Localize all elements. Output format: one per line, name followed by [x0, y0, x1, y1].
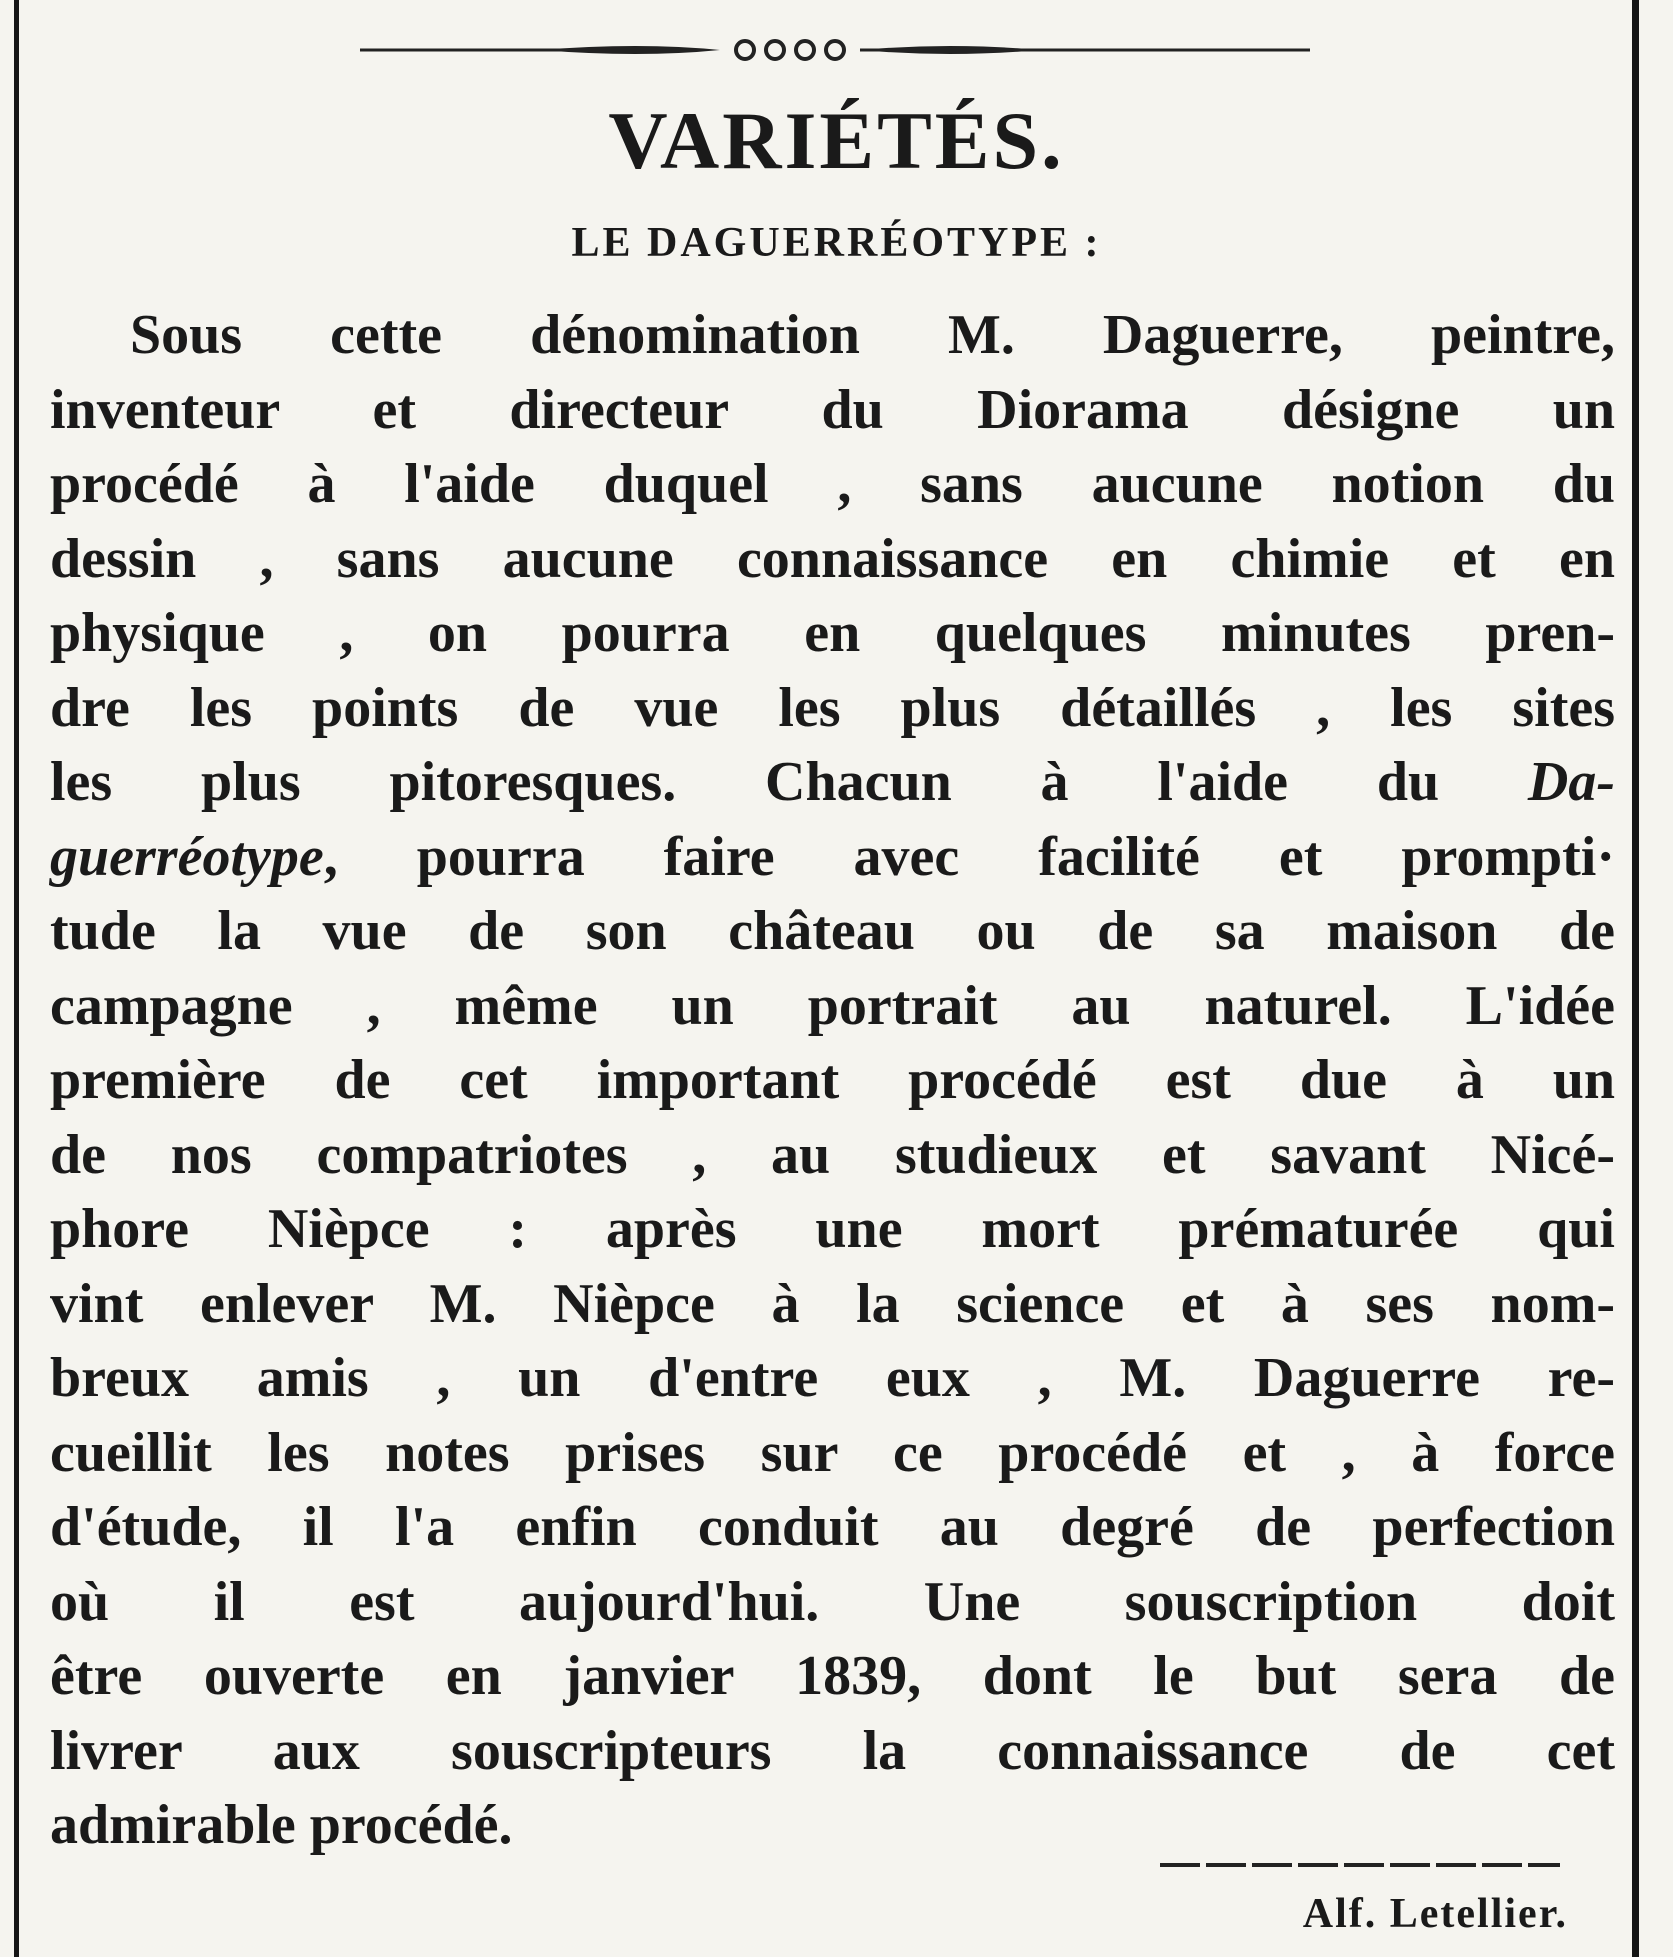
article-line: phore Nièpce : après une mort prématurée qui — [50, 1198, 1615, 1260]
article-line: d'étude, il l'a enfin conduit au degré de perfection — [50, 1496, 1615, 1558]
article-line: physique , on pourra en quelques minutes pren- — [50, 602, 1615, 664]
article-line: de nos compatriotes , au studieux et savant Nicé- — [50, 1123, 1615, 1186]
article-line: Sous cette dénomination M. Daguerre, peintre, — [130, 304, 1615, 366]
article-line: où il est aujourd'hui. Une souscription doit — [50, 1570, 1615, 1633]
article-body — [50, 298, 1615, 1863]
article-line: dessin , sans aucune connaissance en chimie et en — [50, 527, 1615, 590]
article-line: dre les points de vue les plus détaillés , les sites — [50, 676, 1615, 739]
article-line: tude la vue de son château ou de sa maison de — [50, 900, 1615, 962]
article-line: procédé à l'aide duquel , sans aucune notion du — [50, 453, 1615, 515]
article-line: première de cet important procédé est due à un — [50, 1049, 1615, 1111]
article-line: admirable procédé. — [50, 1794, 513, 1856]
article-line: livrer aux souscripteurs la connaissance de cet — [50, 1719, 1615, 1782]
article-line: cueillit les notes prises sur ce procédé et , à force — [50, 1421, 1615, 1484]
section-title: VARIÉTÉS. — [608, 95, 1065, 186]
left-column-rule — [14, 0, 19, 1957]
right-column-rule — [1632, 0, 1639, 1957]
signature-rule — [1160, 1863, 1560, 1867]
article-title: LE DAGUERRÉOTYPE : — [571, 220, 1102, 266]
article-line: être ouverte en janvier 1839, dont le but sera de — [50, 1645, 1615, 1707]
article-line: vint enlever M. Nièpce à la science et à ses nom- — [50, 1272, 1615, 1335]
italic-fragment: guerréotype — [50, 825, 324, 888]
ornamental-divider — [360, 30, 1310, 70]
article-line: les plus pitoresques. Chacun à l'aide du Da- — [50, 751, 1615, 813]
article-line: breux amis , un d'entre eux , M. Daguerre re- — [50, 1347, 1615, 1409]
article-line: inventeur et directeur du Diorama désigne un — [50, 378, 1615, 441]
article-line: guerréotype, pourra faire avec facilité et prompti· — [50, 825, 1615, 888]
italic-fragment: Da- — [1527, 751, 1615, 813]
author-signature: Alf. Letellier. — [1302, 1891, 1568, 1937]
article-line: campagne , même un portrait au naturel. L'idée — [50, 974, 1615, 1037]
